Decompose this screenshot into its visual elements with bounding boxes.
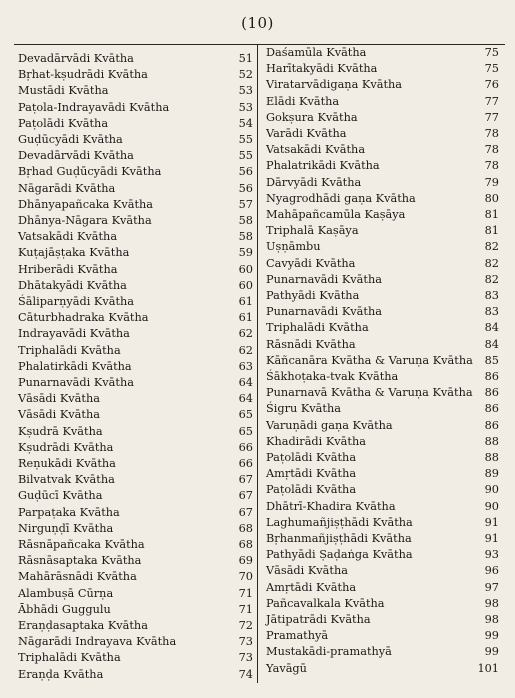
entry-title: Kāñcanāra Kvātha & Varuṇa Kvātha bbox=[266, 353, 473, 367]
entry-title: Punarnavā Kvātha & Varuṇa Kvātha bbox=[266, 386, 473, 400]
entry-page-number: 61 bbox=[238, 295, 253, 308]
entry-title: Elādi Kvātha bbox=[266, 94, 340, 108]
entry-page-number: 98 bbox=[484, 613, 499, 626]
right-column bbox=[258, 45, 505, 683]
entry-page-number: 68 bbox=[238, 521, 253, 535]
entry-title: Harītakyādi Kvātha bbox=[266, 62, 378, 76]
entry-title: Mustakādi-pramathyā bbox=[266, 645, 392, 659]
entry-page-number: 51 bbox=[238, 52, 253, 65]
index-entry bbox=[14, 665, 257, 685]
entry-page-number: 98 bbox=[484, 596, 499, 610]
entry-page-number: 76 bbox=[484, 78, 499, 92]
entry-title: Phalatrikādi Kvātha bbox=[266, 159, 380, 173]
entry-page-number: 86 bbox=[484, 386, 499, 400]
entry-page-number: 78 bbox=[484, 143, 499, 157]
entry-page-number: 90 bbox=[484, 483, 499, 497]
entry-page-number: 65 bbox=[238, 408, 253, 422]
entry-title: Cavyādi Kvātha bbox=[266, 256, 356, 270]
entry-title: Vatsakādi Kvātha bbox=[266, 143, 366, 157]
entry-title: Varuṇādi gaṇa Kvātha bbox=[266, 418, 393, 432]
entry-title: Guḍūcī Kvātha bbox=[18, 489, 103, 503]
entry-page-number: 55 bbox=[238, 133, 253, 146]
entry-page-number: 65 bbox=[238, 424, 253, 438]
entry-page-number: 71 bbox=[238, 586, 253, 600]
entry-page-number: 63 bbox=[238, 359, 253, 373]
entry-page-number: 58 bbox=[238, 214, 253, 227]
entry-page-number: 91 bbox=[484, 532, 499, 545]
entry-title: Dhānyapañcaka Kvātha bbox=[18, 197, 154, 211]
entry-page-number: 64 bbox=[238, 376, 253, 389]
entry-page-number: 60 bbox=[238, 262, 253, 276]
entry-page-number: 66 bbox=[238, 440, 253, 454]
entry-page-number: 88 bbox=[484, 434, 499, 448]
entry-page-number: 59 bbox=[238, 246, 253, 260]
entry-page-number: 96 bbox=[484, 564, 499, 578]
entry-page-number: 99 bbox=[484, 645, 499, 659]
entry-page-number: 82 bbox=[484, 272, 499, 286]
entry-page-number: 86 bbox=[484, 370, 499, 383]
entry-title: Triphalādi Kvātha bbox=[266, 321, 369, 335]
entry-title: Nirguṇḍī Kvātha bbox=[18, 521, 114, 535]
entry-page-number: 66 bbox=[238, 457, 253, 470]
entry-title: Pathyādi Kvātha bbox=[266, 289, 360, 302]
entry-title: Rāsnādi Kvātha bbox=[266, 337, 356, 351]
entry-page-number: 86 bbox=[484, 402, 499, 416]
entry-page-number: 67 bbox=[238, 489, 253, 503]
entry-page-number: 62 bbox=[238, 343, 253, 357]
entry-title: Vatsakādi Kvātha bbox=[18, 230, 118, 244]
entry-page-number: 85 bbox=[484, 353, 499, 367]
entry-title: Daśamūla Kvātha bbox=[266, 46, 367, 59]
entry-title: Nāgarādi Kvātha bbox=[18, 181, 116, 195]
entry-page-number: 101 bbox=[477, 661, 499, 675]
entry-title: Devadārvādi Kvātha bbox=[18, 149, 134, 163]
left-column bbox=[14, 45, 258, 683]
entry-title: Paṭolādi Kvātha bbox=[266, 483, 357, 497]
entry-page-number: 62 bbox=[238, 327, 253, 341]
entry-title: Parpaṭaka Kvātha bbox=[18, 505, 120, 519]
entry-title: Alambuṣā Cūrṇa bbox=[18, 586, 114, 600]
entry-title: Amṛtādi Kvātha bbox=[266, 580, 357, 594]
entry-title: Varādi Kvātha bbox=[266, 127, 347, 140]
entry-page-number: 79 bbox=[484, 175, 499, 189]
entry-page-number: 56 bbox=[238, 181, 253, 195]
entry-title: Eraṇḍa Kvātha bbox=[18, 667, 104, 681]
entry-title: Pathyādi Ṣaḍaṅga Kvātha bbox=[266, 548, 413, 562]
entry-title: Nyagrodhādi gaṇa Kvātha bbox=[266, 191, 416, 205]
entry-title: Dhānya-Nāgara Kvātha bbox=[18, 214, 152, 227]
entry-title: Devadārvādi Kvātha bbox=[18, 52, 134, 65]
entry-title: Bilvatvak Kvātha bbox=[18, 473, 115, 487]
entry-title: Śākhoṭaka-tvak Kvātha bbox=[266, 370, 399, 383]
entry-title: Khadirādi Kvātha bbox=[266, 434, 366, 448]
entry-title: Kṣudrā Kvātha bbox=[18, 424, 103, 438]
entry-title: Vāsādi Kvātha bbox=[266, 564, 348, 578]
entry-page-number: 82 bbox=[484, 256, 499, 270]
entry-title: Jātipatrādi Kvātha bbox=[266, 613, 371, 626]
entry-page-number: 84 bbox=[484, 337, 499, 351]
entry-title: Amṛtādi Kvātha bbox=[266, 467, 357, 481]
entry-page-number: 93 bbox=[484, 548, 499, 562]
entry-page-number: 89 bbox=[484, 467, 499, 481]
entry-page-number: 75 bbox=[484, 62, 499, 76]
entry-page-number: 80 bbox=[484, 191, 499, 205]
entry-title: Paṭolādi Kvātha bbox=[266, 451, 357, 464]
entry-page-number: 67 bbox=[238, 505, 253, 519]
page-number: (10) bbox=[241, 14, 274, 32]
entry-title: Pramathyā bbox=[266, 629, 329, 643]
entry-page-number: 54 bbox=[238, 116, 253, 130]
entry-title: Reṇukādi Kvātha bbox=[18, 457, 116, 470]
entry-page-number: 53 bbox=[238, 84, 253, 98]
entry-page-number: 91 bbox=[484, 515, 499, 529]
entry-title: Bṛhat-kṣudrādi Kvātha bbox=[18, 68, 148, 82]
entry-title: Laghumañjiṣṭhādi Kvātha bbox=[266, 515, 413, 529]
entry-page-number: 90 bbox=[484, 499, 499, 513]
entry-title: Guḍūcyādi Kvātha bbox=[18, 133, 123, 146]
entry-page-number: 56 bbox=[238, 165, 253, 179]
entry-title: Indrayavādi Kvātha bbox=[18, 327, 130, 341]
entry-page-number: 61 bbox=[238, 311, 253, 325]
entry-page-number: 52 bbox=[238, 68, 253, 82]
entry-title: Vāsādi Kvātha bbox=[18, 392, 100, 406]
entry-title: Kuṭajāṣṭaka Kvātha bbox=[18, 246, 130, 260]
entry-page-number: 53 bbox=[238, 100, 253, 114]
entry-title: Triphalā Kaṣāya bbox=[266, 224, 359, 238]
entry-title: Paṭola-Indrayavādi Kvātha bbox=[18, 100, 170, 114]
entry-page-number: 75 bbox=[484, 46, 499, 59]
entry-page-number: 77 bbox=[484, 110, 499, 124]
entry-title: Nāgarādi Indrayava Kvātha bbox=[18, 635, 177, 649]
entry-title: Śāliparṇyādi Kvātha bbox=[18, 295, 135, 308]
index-entry bbox=[258, 659, 505, 679]
entry-title: Dhātrī-Khadira Kvātha bbox=[266, 499, 396, 513]
entry-page-number: 73 bbox=[238, 651, 253, 665]
entry-title: Eraṇḍasaptaka Kvātha bbox=[18, 619, 148, 632]
entry-page-number: 88 bbox=[484, 451, 499, 464]
index-table bbox=[14, 44, 505, 683]
entry-title: Vāsādi Kvātha bbox=[18, 408, 100, 422]
entry-title: Cāturbhadraka Kvātha bbox=[18, 311, 149, 325]
entry-title: Punarnavādi Kvātha bbox=[266, 272, 382, 286]
entry-title: Rāsnāpañcaka Kvātha bbox=[18, 538, 145, 551]
entry-page-number: 55 bbox=[238, 149, 253, 163]
entry-page-number: 74 bbox=[238, 667, 253, 681]
entry-title: Kṣudrādi Kvātha bbox=[18, 440, 114, 454]
entry-title: Bṛhanmañjiṣṭhādi Kvātha bbox=[266, 532, 412, 545]
entry-page-number: 57 bbox=[238, 197, 253, 211]
entry-title: Punarnavādi Kvātha bbox=[266, 305, 382, 319]
entry-page-number: 78 bbox=[484, 127, 499, 140]
entry-title: Uṣṇāmbu bbox=[266, 240, 321, 254]
entry-page-number: 60 bbox=[238, 278, 253, 292]
entry-page-number: 67 bbox=[238, 473, 253, 487]
entry-title: Dārvyādi Kvātha bbox=[266, 175, 362, 189]
entry-page-number: 78 bbox=[484, 159, 499, 173]
entry-title: Paṭolādi Kvātha bbox=[18, 116, 109, 130]
entry-page-number: 97 bbox=[484, 580, 499, 594]
entry-title: Rāsnāsaptaka Kvātha bbox=[18, 554, 142, 568]
entry-page-number: 81 bbox=[484, 208, 499, 221]
entry-page-number: 84 bbox=[484, 321, 499, 335]
entry-page-number: 69 bbox=[238, 554, 253, 568]
entry-page-number: 70 bbox=[238, 570, 253, 584]
entry-page-number: 83 bbox=[484, 289, 499, 302]
entry-title: Triphalādi Kvātha bbox=[18, 343, 121, 357]
entry-title: Gokṣura Kvātha bbox=[266, 110, 358, 124]
entry-title: Punarnavādi Kvātha bbox=[18, 376, 134, 389]
entry-page-number: 99 bbox=[484, 629, 499, 643]
entry-title: Viratarvādigaṇa Kvātha bbox=[266, 78, 403, 92]
entry-title: Yavāgū bbox=[266, 661, 307, 675]
entry-page-number: 86 bbox=[484, 418, 499, 432]
entry-title: Bṛhad Guḍūcyādi Kvātha bbox=[18, 165, 162, 179]
entry-title: Śigru Kvātha bbox=[266, 402, 341, 416]
entry-page-number: 58 bbox=[238, 230, 253, 244]
entry-page-number: 81 bbox=[484, 224, 499, 238]
entry-title: Triphalādi Kvātha bbox=[18, 651, 121, 665]
entry-title: Pañcavalkala Kvātha bbox=[266, 596, 385, 610]
entry-title: Mahāpañcamūla Kaṣāya bbox=[266, 208, 406, 221]
entry-title: Mahārāsnādi Kvātha bbox=[18, 570, 137, 584]
entry-title: Mustādi Kvātha bbox=[18, 84, 109, 98]
entry-title: Phalatirkādi Kvātha bbox=[18, 359, 132, 373]
entry-title: Ābhādi Guggulu bbox=[18, 602, 111, 616]
entry-page-number: 77 bbox=[484, 94, 499, 108]
entry-page-number: 73 bbox=[238, 635, 253, 649]
entry-page-number: 82 bbox=[484, 240, 499, 254]
entry-title: Dhātakyādi Kvātha bbox=[18, 278, 127, 292]
entry-page-number: 72 bbox=[238, 619, 253, 632]
entry-title: Hriberādi Kvātha bbox=[18, 262, 118, 276]
entry-page-number: 64 bbox=[238, 392, 253, 406]
entry-page-number: 83 bbox=[484, 305, 499, 319]
entry-page-number: 68 bbox=[238, 538, 253, 551]
entry-page-number: 71 bbox=[238, 602, 253, 616]
